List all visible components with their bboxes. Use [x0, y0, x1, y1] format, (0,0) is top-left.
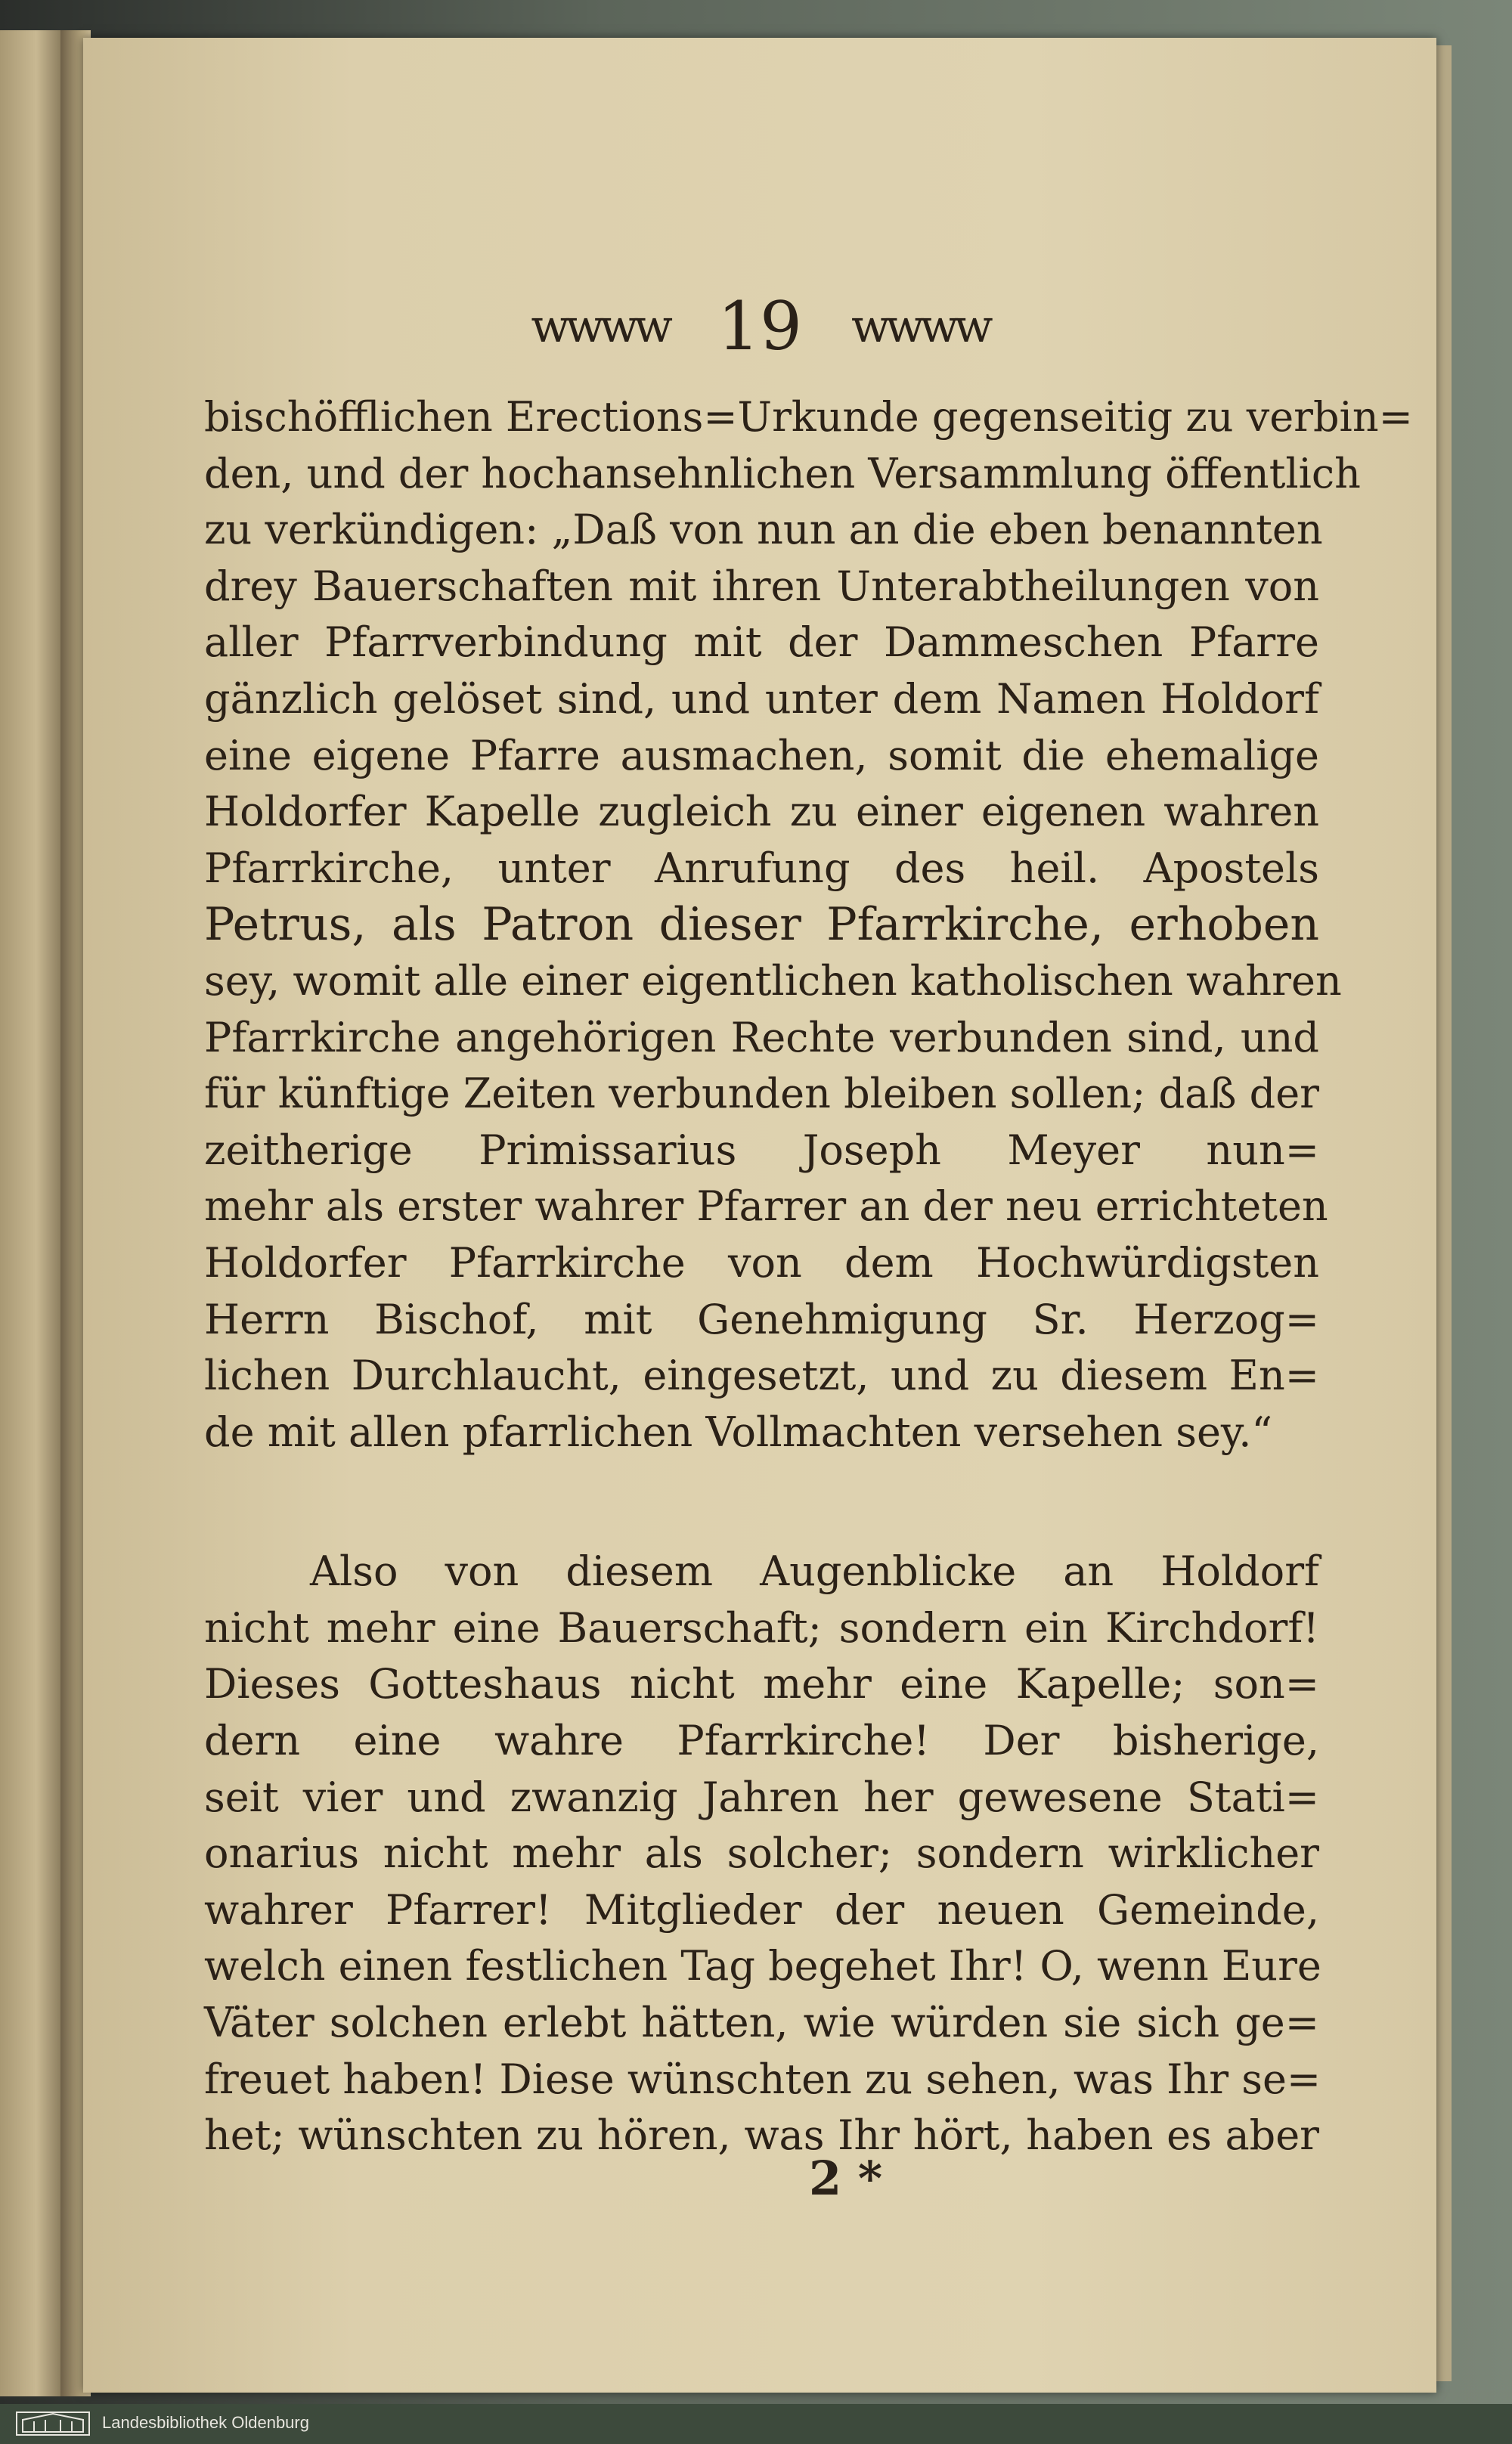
- text-line: zu verkündigen: „Daß von nun an die eben benannten: [204, 506, 1323, 554]
- text-line: de mit allen pfarrlichen Vollmachten versehen sey.“: [204, 1408, 1273, 1456]
- text-line: Dieses Gotteshaus nicht mehr eine Kapelle; son=: [204, 1660, 1319, 1708]
- left-page-edge: [0, 30, 60, 2396]
- page-header: [83, 287, 1436, 370]
- page-edge-right: [1435, 45, 1452, 2381]
- ornament-left: ᴡᴡᴡᴡ: [531, 299, 668, 353]
- text-line: Väter solchen erlebt hätten, wie würden sie sich ge=: [204, 1999, 1319, 2047]
- book-page: [83, 38, 1436, 2393]
- text-line: wahrer Pfarrer! Mitglieder der neuen Gemeinde,: [204, 1885, 1319, 1934]
- text-line: welch einen festlichen Tag begehet Ihr! O, wenn Eure: [204, 1942, 1321, 1990]
- text-line: het; wünschten zu hören, was Ihr hört, haben es aber: [204, 2111, 1319, 2160]
- text-line: drey Bauerschaften mit ihren Unterabtheilungen von: [204, 562, 1319, 610]
- text-line: Petrus, als Patron dieser Pfarrkirche, erhoben: [204, 898, 1319, 952]
- text-line: Pfarrkirche, unter Anrufung des heil. Apostels: [204, 844, 1319, 892]
- text-line: Pfarrkirche angehörigen Rechte verbunden sind, und: [204, 1013, 1319, 1061]
- ornament-right: ᴡᴡᴡᴡ: [851, 299, 989, 353]
- text-line: sey, womit alle einer eigentlichen katholischen wahren: [204, 956, 1342, 1005]
- text-line: Also von diesem Augenblicke an Holdorf: [310, 1547, 1319, 1596]
- text-line: lichen Durchlaucht, eingesetzt, und zu diesem En=: [204, 1352, 1319, 1400]
- text-line: für künftige Zeiten verbunden bleiben sollen; daß der: [204, 1070, 1319, 1118]
- body-text: [204, 389, 1413, 2164]
- text-line: zeitherige Primissarius Joseph Meyer nun=: [204, 1126, 1319, 1174]
- text-line: eine eigene Pfarre ausmachen, somit die ehemalige: [204, 731, 1319, 779]
- text-line: onarius nicht mehr als solcher; sondern wirklicher: [204, 1829, 1319, 1878]
- library-name: Landesbibliothek Oldenburg: [102, 2413, 309, 2432]
- text-line: dern eine wahre Pfarrkirche! Der bisherige,: [204, 1717, 1319, 1765]
- library-logo-icon: [15, 2409, 91, 2438]
- page-number: 19: [717, 287, 802, 365]
- text-line: Holdorfer Pfarrkirche von dem Hochwürdigsten: [204, 1238, 1319, 1287]
- text-line: seit vier und zwanzig Jahren her gewesene Stati=: [204, 1773, 1319, 1821]
- text-line: bischöfflichen Erections=Urkunde gegenseitig zu verbin=: [204, 393, 1413, 441]
- text-line: den, und der hochansehnlichen Versammlung öffentlich: [204, 449, 1361, 497]
- paragraph-gap: [204, 1461, 1319, 1544]
- text-line: freuet haben! Diese wünschten zu sehen, was Ihr se=: [204, 2055, 1321, 2103]
- text-line: Herrn Bischof, mit Genehmigung Sr. Herzog=: [204, 1295, 1319, 1343]
- text-line: gänzlich gelöset sind, und unter dem Namen Holdorf: [204, 674, 1319, 723]
- text-line: nicht mehr eine Bauerschaft; sondern ein Kirchdorf!: [204, 1603, 1319, 1652]
- text-line: mehr als erster wahrer Pfarrer an der neu errichteten: [204, 1182, 1328, 1231]
- text-line: Holdorfer Kapelle zugleich zu einer eigenen wahren: [204, 788, 1319, 836]
- signature-mark: 2 *: [809, 2151, 883, 2206]
- text-line: aller Pfarrverbindung mit der Dammeschen Pfarre: [204, 618, 1319, 667]
